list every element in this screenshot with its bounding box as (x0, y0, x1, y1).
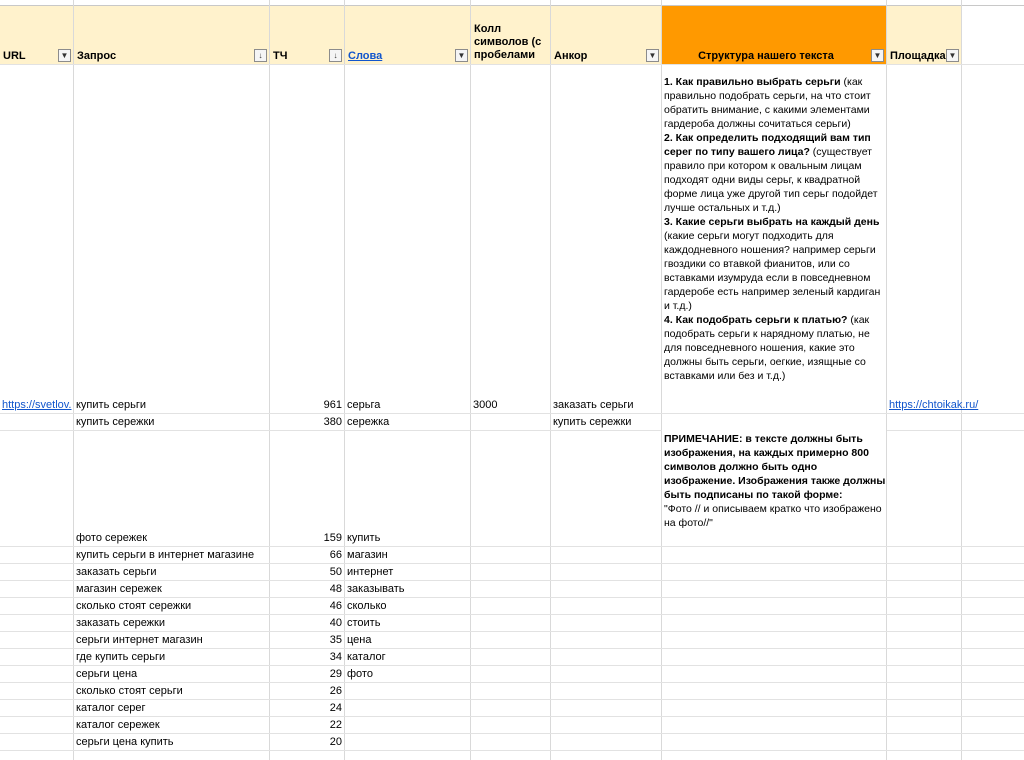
grid-line (0, 682, 1024, 683)
structure-text[interactable] (664, 75, 886, 383)
row-word[interactable]: каталог (347, 651, 386, 663)
row2-tch[interactable]: 380 (323, 416, 342, 428)
note-body: "Фото // и описываем кратко что изображено на фото//" (664, 503, 882, 529)
row-query[interactable]: серьги цена купить (76, 736, 174, 748)
grid-line (0, 580, 1024, 581)
grid-line (0, 699, 1024, 700)
grid-line (0, 733, 1024, 734)
filter-platform-icon[interactable]: ▼ (946, 49, 959, 62)
row-tch[interactable]: 40 (329, 617, 342, 629)
row-query[interactable]: купить серьги в интернет магазине (76, 549, 255, 561)
filter-structure-icon[interactable]: ▼ (871, 49, 884, 62)
grid-line (0, 631, 1024, 632)
header-words-cell[interactable] (345, 6, 470, 64)
header-anchor-cell[interactable] (551, 6, 661, 64)
structure-p2-title: 2. Как определить подходящий вам тип серег по типу вашего лица? (664, 132, 871, 158)
row-tch[interactable]: 66 (329, 549, 342, 561)
filter-anchor-icon[interactable]: ▼ (646, 49, 659, 62)
header-tch-label: ТЧ (273, 50, 288, 62)
structure-p3-title: 3. Какие серьги выбрать на каждый день (664, 216, 880, 228)
header-chars-label: Колл символов (с пробелами (474, 23, 542, 61)
row-query[interactable]: магазин сережек (76, 583, 162, 595)
grid-line (0, 597, 1024, 598)
note-text[interactable] (664, 432, 886, 530)
grid-line (0, 648, 1024, 649)
header-structure-cell[interactable] (662, 6, 886, 64)
row-tch[interactable]: 159 (323, 532, 342, 544)
row-tch[interactable]: 34 (329, 651, 342, 663)
row-query[interactable]: где купить серьги (76, 651, 166, 663)
row1-word[interactable]: серьга (347, 399, 381, 411)
grid-line (344, 0, 345, 760)
row-word[interactable]: цена (347, 634, 372, 646)
header-query-label: Запрос (77, 50, 117, 62)
grid-line (470, 0, 471, 760)
row-word[interactable]: стоить (347, 617, 381, 629)
row-word[interactable]: магазин (347, 549, 388, 561)
sort-tch-icon[interactable]: ↓ (329, 49, 342, 62)
row-query[interactable]: сколько стоят сережки (76, 600, 192, 612)
row-word[interactable]: интернет (347, 566, 394, 578)
header-tch-cell[interactable] (270, 6, 344, 64)
row1-anchor[interactable]: заказать серьги (553, 399, 634, 411)
grid-line (0, 563, 1024, 564)
row-tch[interactable]: 50 (329, 566, 342, 578)
row2-word[interactable]: сережка (347, 416, 390, 428)
header-url-label: URL (3, 50, 26, 62)
header-words-link[interactable]: Слова (348, 50, 383, 62)
grid-line (0, 750, 1024, 751)
row-tch[interactable]: 24 (329, 702, 342, 714)
row-word[interactable]: фото (347, 668, 373, 680)
row-query[interactable]: заказать серьги (76, 566, 157, 578)
row-tch[interactable]: 35 (329, 634, 342, 646)
header-query-cell[interactable] (74, 6, 269, 64)
row-tch[interactable]: 20 (329, 736, 342, 748)
merged-chars-cell (471, 431, 550, 546)
grid-line (0, 614, 1024, 615)
grid-line (0, 665, 1024, 666)
header-anchor-label: Анкор (554, 50, 588, 62)
row2-anchor[interactable]: купить сережки (553, 416, 632, 428)
structure-p1-title: 1. Как правильно выбрать серьги (664, 76, 841, 88)
filter-url-icon[interactable]: ▼ (58, 49, 71, 62)
row-tch[interactable]: 46 (329, 600, 342, 612)
grid-line (961, 0, 962, 760)
row-word[interactable]: купить (347, 532, 381, 544)
grid-line (550, 0, 551, 760)
row-tch[interactable]: 26 (329, 685, 342, 697)
row-tch[interactable]: 22 (329, 719, 342, 731)
structure-p3-body: (какие серьги могут подходить для каждодневного ношения? например серьги гвоздики со втавкой фианитов, или со вставками изумруда если в повседневном гардеробе есть например зеленый кардиган и т.д.) (664, 230, 881, 312)
row-query[interactable]: каталог серег (76, 702, 146, 714)
row1-platform-link[interactable]: https://chtoikak.ru/ (889, 399, 979, 411)
grid-line (887, 430, 1024, 431)
row-query[interactable]: сколько стоят серьги (76, 685, 183, 697)
row-query[interactable]: заказать сережки (76, 617, 165, 629)
grid-line (0, 546, 1024, 547)
grid-line (0, 413, 1024, 414)
row-word[interactable]: сколько (347, 600, 387, 612)
sort-query-icon[interactable]: ↓ (254, 49, 267, 62)
header-chars-cell[interactable] (471, 6, 550, 64)
row-tch[interactable]: 29 (329, 668, 342, 680)
row1-query[interactable]: купить серьги (76, 399, 146, 411)
grid-line (886, 0, 887, 760)
header-url-cell[interactable] (0, 6, 73, 64)
row-query[interactable]: фото сережек (76, 532, 148, 544)
header-platform-cell[interactable] (887, 6, 961, 64)
row1-url-link[interactable]: https://svetlov. (2, 399, 72, 411)
structure-p4-body: (как подобрать серьги к нарядному платью, не для повседневного ношения, какие это должны быть серьги, оегкие, изящные со вставками или без и т.д.) (664, 314, 870, 382)
structure-p1-body: (как правильно подобрать серьги, на что стоит обратить внимание, с какими элементами гардероба должны сочитаться серьги) (664, 76, 871, 130)
filter-words-icon[interactable]: ▼ (455, 49, 468, 62)
note-title: ПРИМЕЧАНИЕ: в тексте должны быть изображения, на каждых примерно 800 символов должно быть одно изображение. Изображения также должны быть подписаны по такой форме: (664, 433, 886, 501)
merged-anchor-cell (551, 431, 661, 546)
row1-chars[interactable]: 3000 (473, 399, 498, 411)
header-platform-label: Площадка (890, 50, 946, 62)
row-query[interactable]: каталог сережек (76, 719, 160, 731)
header-structure-label: Структура нашего текста (698, 50, 834, 62)
row-word[interactable]: заказывать (347, 583, 405, 595)
grid-line (0, 716, 1024, 717)
row-query[interactable]: серьги интернет магазин (76, 634, 203, 646)
structure-p2-body: (существует правило при котором к овальным лицам подходят одни виды серьг, к квадратной форме лица уже другой тип серьг подойдет лучше остальных и т.д.) (664, 146, 878, 214)
row2-query[interactable]: купить сережки (76, 416, 155, 428)
structure-p4-title: 4. Как подобрать серьги к платью? (664, 314, 848, 326)
row-query[interactable]: серьги цена (76, 668, 138, 680)
row1-tch[interactable]: 961 (323, 399, 342, 411)
row-tch[interactable]: 48 (329, 583, 342, 595)
grid-line (73, 0, 74, 760)
